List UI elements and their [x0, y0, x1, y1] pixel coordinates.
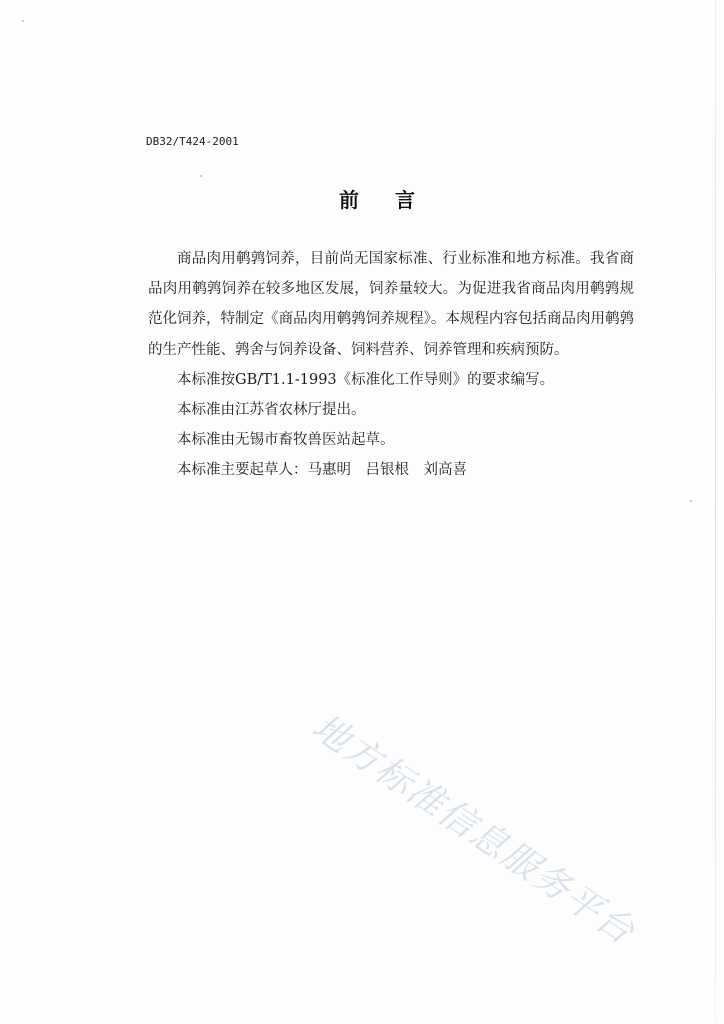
scan-speck — [22, 20, 24, 22]
foreword-paragraph-3: 本标准由江苏省农林厅提出。 — [177, 402, 366, 419]
foreword-body — [148, 244, 634, 486]
foreword-paragraph-4: 本标准由无锡市畜牧兽医站起草。 — [177, 432, 395, 449]
page-title-char-1: 前 — [339, 188, 359, 212]
scan-edge-line — [715, 0, 716, 1024]
foreword-paragraph-1: 商品肉用鹌鹑饲养，目前尚无国家标准、行业标准和地方标准。我省商品肉用鹌鹑饲养在较多地区发展，饲养量较大。为促进我省商品肉用鹌鹑规范化饲养，特制定《商品肉用鹌鹑饲养规程》。本规程内容包括商品肉用鹌鹑的生产性能、鹑舍与饲养设备、饲料营养、饲养管理和疾病预防。 — [148, 251, 634, 358]
scan-speck — [690, 500, 692, 502]
page-title-char-2: 言 — [395, 188, 415, 212]
foreword-paragraph-5: 本标准主要起草人：马惠明 吕银根 刘高喜 — [177, 462, 467, 479]
scan-speck — [200, 175, 202, 177]
page-title — [0, 184, 724, 213]
watermark: 地方标准信息服务平台 — [304, 706, 643, 954]
foreword-paragraph-2: 本标准按GB/T1.1-1993《标准化工作导则》的要求编写。 — [177, 371, 555, 388]
document-code: DB32/T424-2001 — [146, 135, 239, 148]
